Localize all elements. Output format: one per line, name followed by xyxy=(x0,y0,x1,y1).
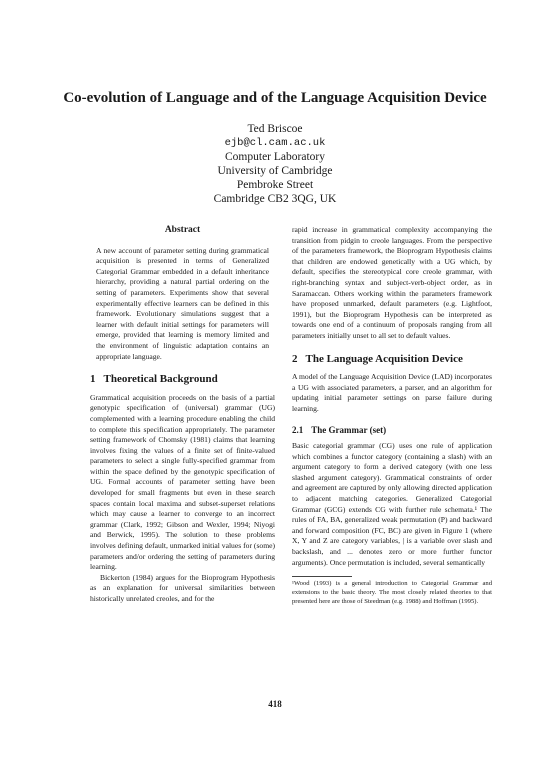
paragraph: Basic categorial grammar (CG) uses one rule of application which combines a functor category (containing a slash) with an argument category to form a derived category (with one less slashed argument category). Grammatical constraints of order and agreement are captured by only allowing directed application to adjacent matching categories. Generalized Categorial Grammar (GCG) extends CG with further rule schemata.¹ The rules of FA, BA, generalized weak permutation (P) and backward and forward composition (FC, BC) are given in Figure 1 (where X, Y and Z are category variables, | is a variable over slash and backslash, and ... denotes zero or more further functor arguments). Once permutation is included, several semantically xyxy=(292,441,492,567)
section-heading xyxy=(292,354,492,365)
affiliation-line: Computer Laboratory xyxy=(225,151,325,163)
left-column xyxy=(90,225,275,605)
affiliation-line: Cambridge CB2 3QG, UK xyxy=(213,193,337,205)
section-title: The Language Acquisition Device xyxy=(305,352,463,365)
paragraph: A model of the Language Acquisition Device (LAD) incorporates a UG with associated parameters, a parser, and an algorithm for updating initial parameter settings on parse failure during learning. xyxy=(292,372,492,413)
paragraph: Bickerton (1984) argues for the Bioprogram Hypothesis as an explanation for universal similarities between historically unrelated creoles, and for the xyxy=(90,572,275,603)
paragraph: Grammatical acquisition proceeds on the basis of a partial genotypic specification of (universal) grammar (UG) complemented with a learning procedure enabling the child to complete this specification appropriately. The parameter setting framework of Chomsky (1981) claims that learning involves fixing the values of a finite set of finite-valued parameters to select a single fully-specified grammar from within the space defined by the genotypic specification of UG. Formal accounts of parameter setting have been developed for small fragments but even in these search spaces contain local maxima and subset-superset relations which may cause a learner to converge to an incorrect grammar (Clark, 1992; Gibson and Wexler, 1994; Niyogi and Berwick, 1995). The solution to these problems involves defining default, unmarked initial values for (some) parameters and/or ordering the setting of parameters during learning. xyxy=(90,392,275,572)
paragraph: rapid increase in grammatical complexity accompanying the transition from pidgin to creole languages. From the perspective of the parameters framework, the Bioprogram Hypothesis claims that children are endowed genetically with a UG which, by default, specifies the stereotypical core creole grammar, with right-branching syntax and subject-verb-object order, as in Saramaccan. Others working within the parameters framework have proposed unmarked, default parameters (e.g. Lightfoot, 1991), but the Bioprogram Hypothesis can be interpreted as towards one end of a continuum of proposals ranging from all parameters initially unset to all set to default values. xyxy=(292,225,492,340)
author-name: Ted Briscoe xyxy=(247,123,303,135)
footnote: ¹Wood (1993) is a general introduction to Categorial Grammar and extensions to the basic theory. The most closely related theories to that presented here are those of Steedman (e.g. 1988) and Hoffman (1995). xyxy=(292,580,492,605)
section-number: 2 xyxy=(292,352,298,365)
abstract-body: A new account of parameter setting during grammatical acquisition is presented in terms of Generalized Categorial Grammar embedded in a default inheritance hierarchy, providing a natural partial ordering on the setting of parameters. Experiments show that several experimentally effective learners can be defined in this framework. Evolutionary simulations suggest that a learner with default initial settings for parameters will emerge, provided that learning is memory limited and the environment of linguistic adaptation contains an appropriate language. xyxy=(96,245,269,361)
section-title: Theoretical Background xyxy=(103,373,218,386)
subsection-heading xyxy=(292,425,492,436)
paper-title: Co-evolution of Language and of the Language Acquisition Device xyxy=(63,90,487,106)
section-heading xyxy=(90,374,275,385)
right-column xyxy=(292,225,492,607)
subsection-number: 2.1 xyxy=(292,424,304,435)
page-number: 418 xyxy=(268,699,282,709)
author-email[interactable]: ejb@cl.cam.ac.uk xyxy=(224,137,326,149)
author-block xyxy=(0,122,550,206)
affiliation-line: University of Cambridge xyxy=(217,165,333,177)
footnote-divider xyxy=(292,576,352,577)
subsection-title: The Grammar (set) xyxy=(311,424,387,435)
affiliation-line: Pembroke Street xyxy=(236,179,314,191)
abstract-heading: Abstract xyxy=(164,225,201,235)
section-number: 1 xyxy=(90,373,96,386)
